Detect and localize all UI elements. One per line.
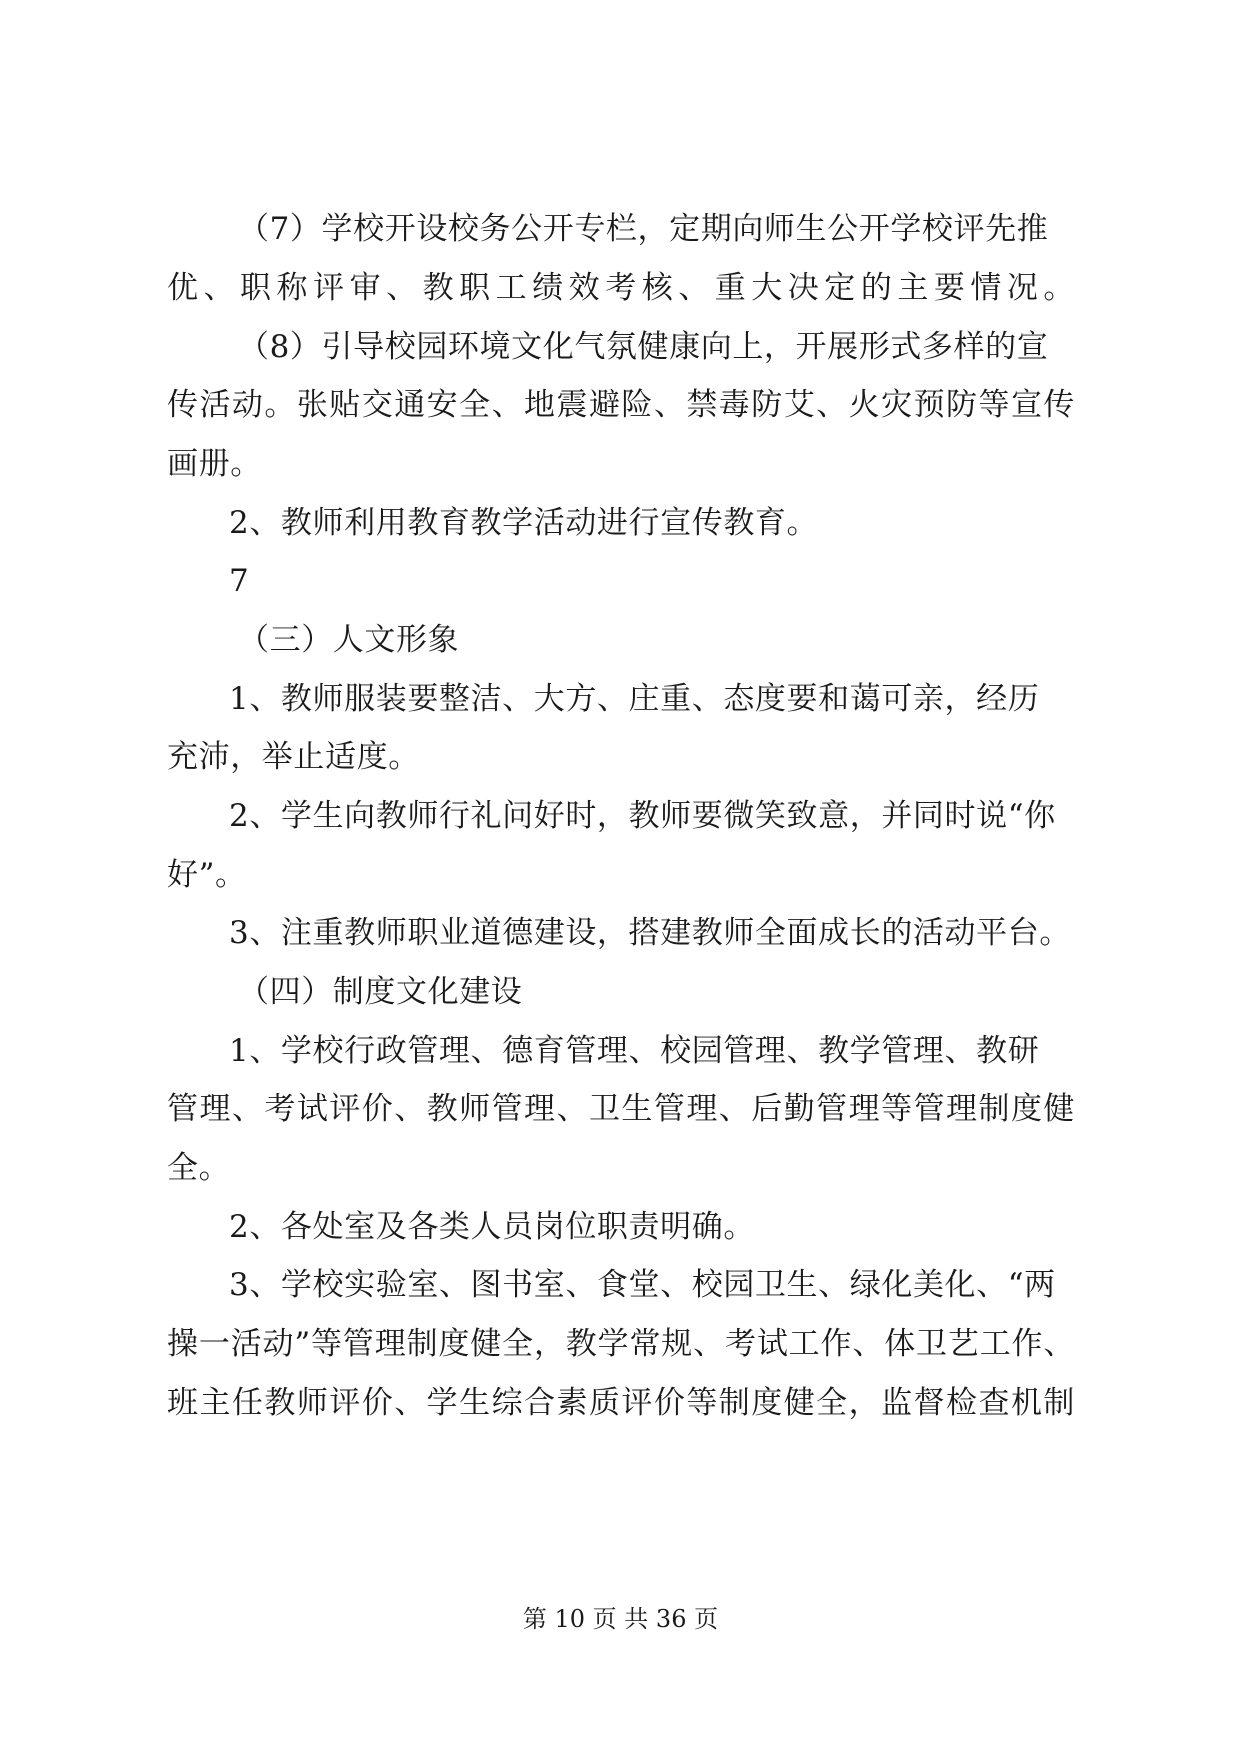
text-line: 画册。 (167, 446, 262, 482)
text-line: 充沛，举止适度。 (167, 739, 420, 775)
text-line: 1、教师服装要整洁、大方、庄重、态度要和蔼可亲，经历 (229, 681, 1040, 717)
text-line: 3、注重教师职业道德建设，搭建教师全面成长的活动平台。 (229, 915, 1071, 951)
text-line: 2、各处室及各类人员岗位职责明确。 (229, 1209, 755, 1245)
text-line: 传活动。张贴交通安全、地震避险、禁毒防艾、火灾预防等宣传 (167, 387, 1075, 423)
text-line: 好”。 (167, 857, 247, 893)
text-line: 3、学校实验室、图书室、食堂、校园卫生、绿化美化、“两 (229, 1267, 1056, 1303)
text-line: 2、教师利用教育教学活动进行宣传教育。 (229, 505, 819, 541)
text-line: 操一活动”等管理制度健全，教学常规、考试工作、体卫艺工作、 (167, 1326, 1075, 1362)
section-heading: （三）人文形象 (238, 622, 460, 658)
text-line: 全。 (167, 1150, 231, 1186)
text-line: 班主任教师评价、学生综合素质评价等制度健全，监督检查机制 (167, 1385, 1075, 1421)
text-line: （8）引导校园环境文化气氛健康向上，开展形式多样的宣 (238, 329, 1049, 365)
text-line: 优、职称评审、教职工绩效考核、重大决定的主要情况。 (167, 270, 1075, 306)
text-line: 1、学校行政管理、德育管理、校园管理、教学管理、教研 (229, 1033, 1040, 1069)
section-heading: （四）制度文化建设 (238, 974, 523, 1010)
page-footer: 第 10 页 共 36 页 (522, 1605, 719, 1633)
text-line: 2、学生向教师行礼问好时，教师要微笑致意，并同时说“你 (229, 798, 1056, 834)
text-line: （7）学校开设校务公开专栏，定期向师生公开学校评先推 (238, 211, 1049, 247)
page-number-inline: 7 (229, 563, 250, 599)
text-line: 管理、考试评价、教师管理、卫生管理、后勤管理等管理制度健 (167, 1091, 1075, 1127)
